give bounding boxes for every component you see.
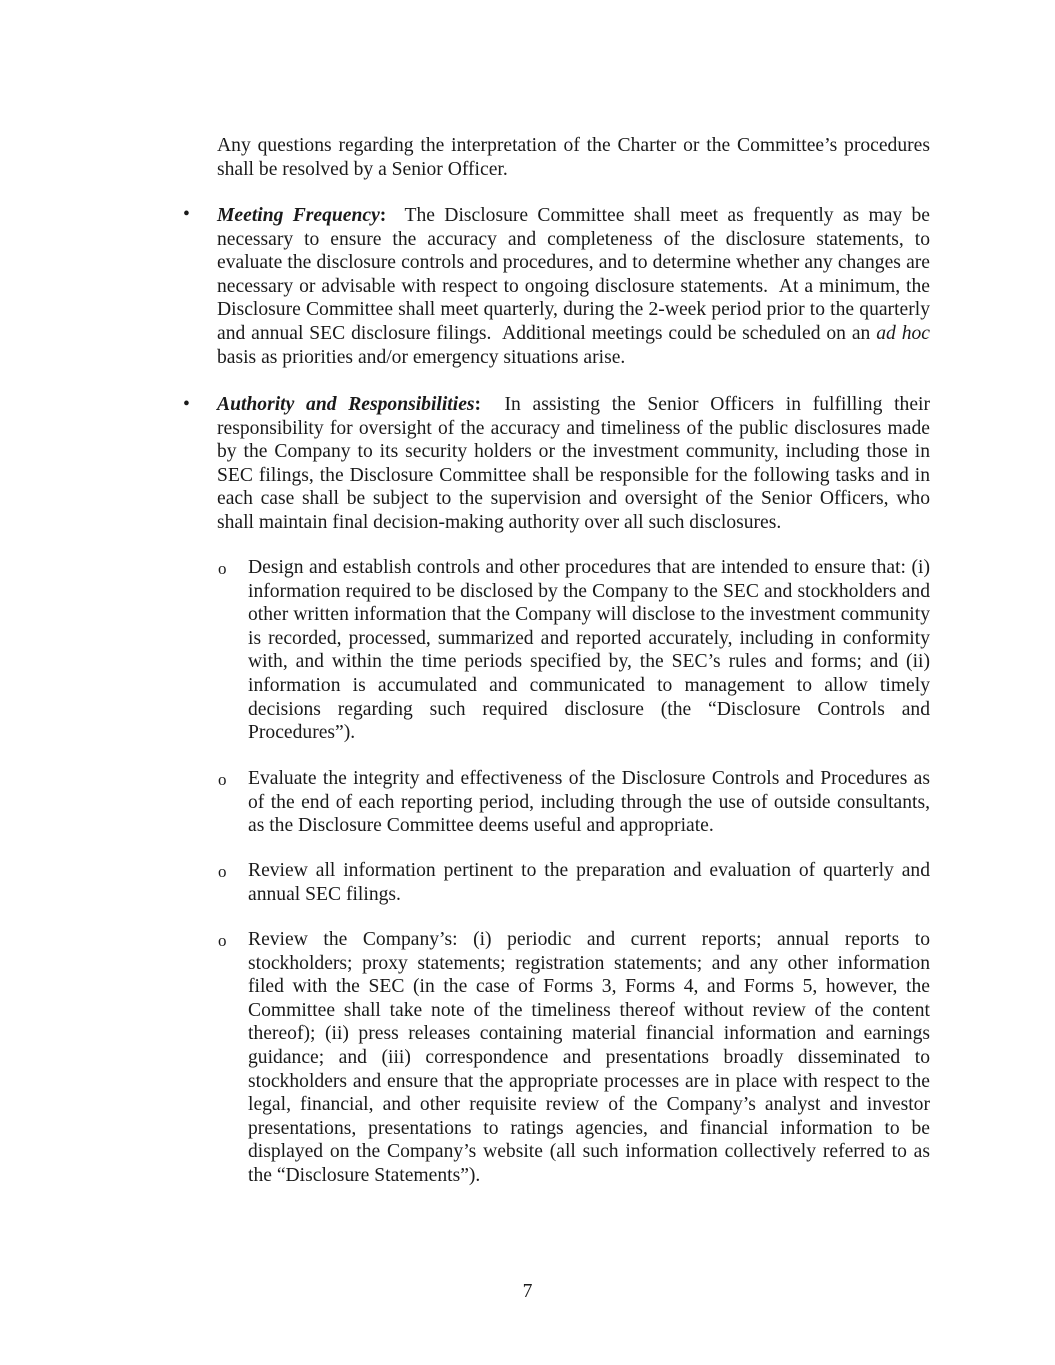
authority-paragraph bbox=[217, 393, 935, 535]
sub-item-text: Review the Company’s: (i) periodic and current reports; annual reports to stockholders; proxy statements; registration statements; and any other information filed with the SEC (in the case of Forms 3, Forms 4, and Forms 5, however, the Committee shall take note of the timeliness thereof without review of the content thereof); (ii) press releases containing material financial information and earnings guidance; and (iii) correspondence and presentations broadly disseminated to stockholders and ensure that the appropriate processes are in place with respect to the legal, financial, and other requisite review of the Company’s analyst and investor presentations, presentations to ratings agencies, and financial information to be displayed on the Company’s website (all such information collectively referred to as the “Disclosure Statements”). bbox=[248, 929, 930, 1186]
page-number: 7 bbox=[522, 1281, 533, 1302]
sub-item-text: Design and establish controls and other procedures that are intended to ensure that: (i) information required to be disclosed by the Company to the SEC and stockholders and other written information that the Company will disclose to the investment community is recorded, processed, summarized and reported accurately, including in conformity with, and within the time periods specified by, the SEC’s rules and forms; and (ii) information is accumulated and communicated to management to allow timely decisions regarding such required disclosure (the “Disclosure Controls and Procedures”). bbox=[248, 557, 930, 744]
meeting-frequency-heading: Meeting Frequency bbox=[217, 205, 380, 226]
sub-marker-1: o bbox=[218, 559, 227, 578]
sub-item-text: Review all information pertinent to the preparation and evaluation of quarterly and annual SEC filings. bbox=[248, 860, 930, 905]
meeting-frequency-colon: : bbox=[379, 205, 387, 226]
sub-item-review-information bbox=[248, 859, 930, 906]
authority-text: In assisting the Senior Officers in fulfilling their responsibility for oversight of the accuracy and timeliness of the public disclosures made by the Company to its security holders or the investment community, including those in SEC filings, the Disclosure Committee shall be responsible for the following tasks and in each case shall be subject to the supervision and oversight of the Senior Officers, who shall maintain final decision-making authority over all such disclosures. bbox=[217, 394, 935, 533]
sub-marker-3: o bbox=[218, 862, 227, 881]
authority-heading: Authority and Responsibilities bbox=[217, 394, 475, 415]
sub-marker-4: o bbox=[218, 931, 227, 950]
sub-marker-2: o bbox=[218, 770, 227, 789]
sub-item-design-controls bbox=[248, 556, 930, 745]
meeting-frequency-text-b: basis as priorities and/or emergency situations arise. bbox=[217, 346, 626, 368]
meeting-frequency-italic: ad hoc bbox=[876, 322, 930, 344]
bullet-marker-meeting: • bbox=[183, 204, 190, 225]
sub-item-text: Evaluate the integrity and effectiveness of the Disclosure Controls and Procedures as of the end of each reporting period, including through the use of outside consultants, as the Disclosure Committee deems useful and appropriate. bbox=[248, 768, 930, 837]
intro-text: Any questions regarding the interpretation of the Charter or the Committee’s procedures shall be resolved by a Senior Officer. bbox=[217, 135, 930, 180]
bullet-marker-authority: • bbox=[183, 394, 190, 415]
sub-item-evaluate bbox=[248, 767, 930, 838]
sub-item-review-company bbox=[248, 928, 930, 1188]
authority-colon: : bbox=[474, 394, 482, 415]
meeting-frequency-paragraph bbox=[217, 204, 935, 369]
intro-paragraph bbox=[217, 134, 930, 181]
meeting-frequency-text-a: The Disclosure Committee shall meet as frequently as may be necessary to ensure the accuracy and completeness of the disclosure statements, to evaluate the disclosure controls and procedures, and to determine whether any changes are necessary or advisable with respect to ongoing disclosure statements. At a minimum, the Disclosure Committee shall meet quarterly, during the 2-week period prior to the quarterly and annual SEC disclosure filings. Additional meetings could be scheduled on an bbox=[217, 205, 935, 344]
